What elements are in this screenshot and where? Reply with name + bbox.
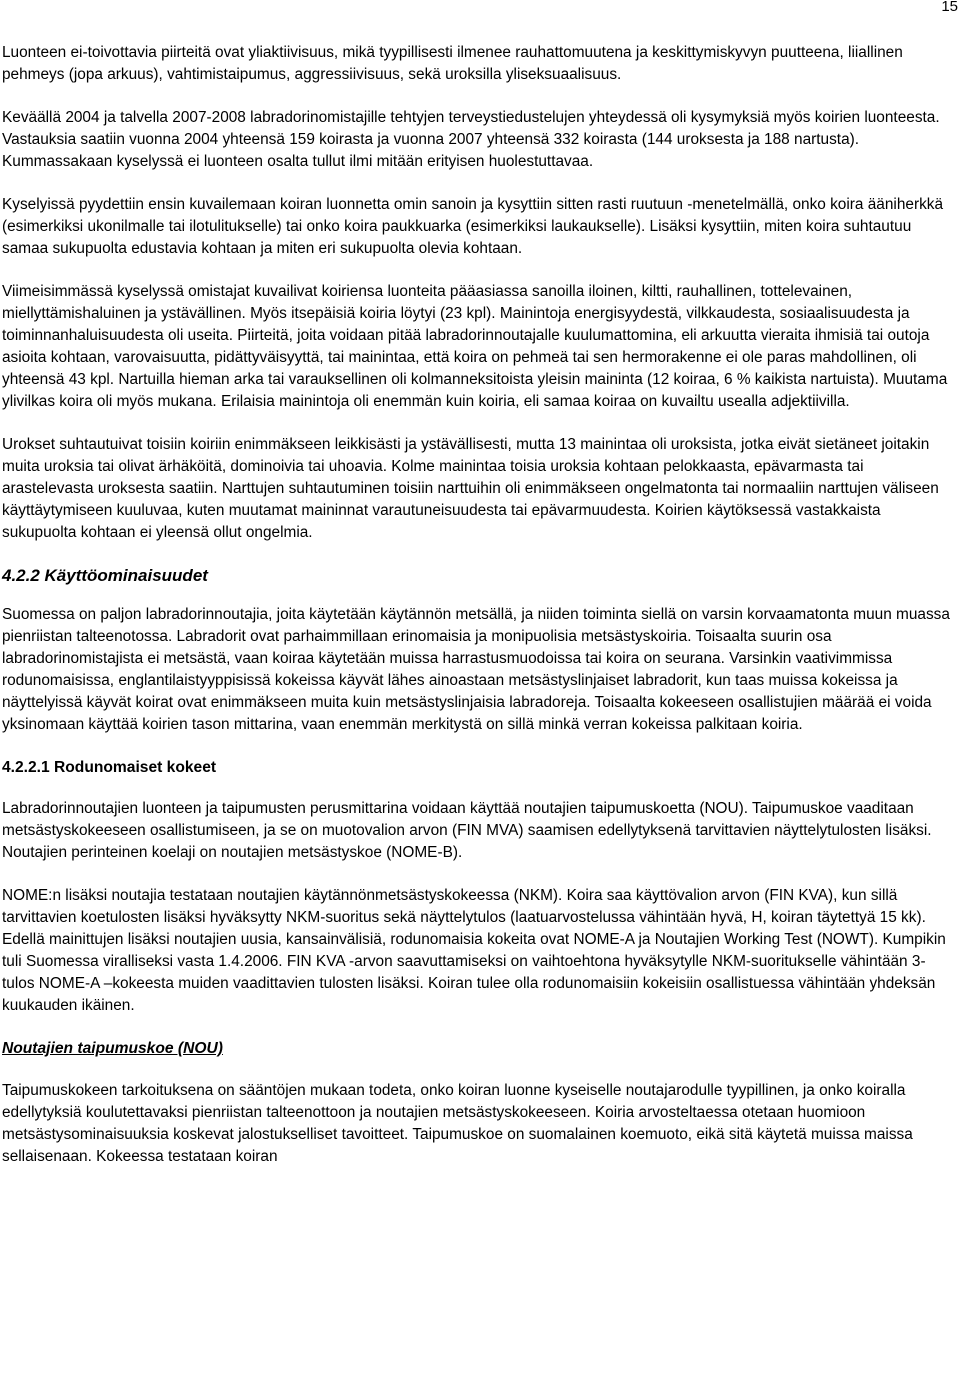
document-body (2, 42, 957, 1168)
paragraph-nou-purpose: Taipumuskokeen tarkoituksena on sääntöjen mukaan todeta, onko koiran luonne kyseiselle noutajarodulle tyypillinen, ja onko koiralla edellytyksiä koulutettavaksi pienriistan talteenottoon ja noutajien metsästyskokeeseen. Koiria arvosteltaessa otetaan huomioon metsästysominaisuuksia koskevat jalostukselliset tavoitteet. Taipumuskoe on suomalainen koemuoto, eikä sitä käytetä muissa maissa sellaisenaan. Kokeessa testataan koiran (2, 1082, 913, 1165)
paragraph-hunting-use: Suomessa on paljon labradorinnoutajia, joita käytetään käytännön metsällä, ja niiden toiminta siellä on varsin korvaamatonta muun muassa pienriistan talteenotossa. Labradorit ovat parhaimmillaan erinomaisia ja monipuolisia metsästyskoiria. Toisaalta suurin osa labradorinomistajista ei metsästä, vaan koiraa käytetään muissa harrastusmuodoissa tai koira on seurana. Varsinkin vaativimmissa rodunomaisissa, englantilaistyyppisissä kokeissa käyvät lähes ainoastaan metsästyslinjaiset labradorit, kun taas muissa kokeissa ja näyttelyissä käyvät koirat ovat enimmäkseen muita kuin metsästyslinjaisia labradoreja. Toisaalta kokeeseen osallistujien määrää ei voida yksinomaan käyttää koirien tason mittarina, vaan enemmän merkitystä on sillä minkä verran kokeissa palkitaan koiria. (2, 606, 950, 733)
page-number: 15 (941, 0, 958, 15)
paragraph-undesirable-traits: Luonteen ei-toivottavia piirteitä ovat yliaktiivisuus, mikä tyypillisesti ilmenee rauhattomuutena ja keskittymiskyvyn puutteena, liiallinen pehmeys (jopa arkuus), vahtimistaipumus, aggressiivisuus, sekä uroksilla yliseksuaalisuus. (2, 44, 903, 83)
paragraph-nou-basics: Labradorinnoutajien luonteen ja taipumusten perusmittarina voidaan käyttää noutajien taipumuskoetta (NOU). Taipumuskoe vaaditaan metsästyskokeeseen osallistumiseen, ja se on muotovalion arvon (FIN MVA) saamisen edellytyksenä tarvittavien näyttelytulosten lisäksi. Noutajien perinteinen koelaji on noutajien metsästyskoe (NOME-B). (2, 800, 932, 861)
paragraph-nkm-nome: NOME:n lisäksi noutajia testataan noutajien käytännönmetsästyskokeessa (NKM). Koira saa käyttövalion arvon (FIN KVA), kun sillä tarvittavien koetulosten lisäksi hyväksytty NKM-suoritus sekä näyttelytulos (laatuarvostelussa vähintään hyvä, H, koiran täytettyä 15 kk). Edellä mainittujen lisäksi noutajien uusia, kansainvälisiä, rodunomaisia kokeita ovat NOME-A ja Noutajien Working Test (NOWT). Kumpikin tuli Suomessa viralliseksi vasta 1.4.2006. FIN KVA -arvon saavuttamiseksi on vaihtoehtona hyväksytylle NKM-suoritukselle vähintään 3-tulos NOME-A –kokeesta muiden vaadittavien tulosten lisäksi. Koiran tulee olla rodunomaisiin kokeisiin osallistuessa vähintään yhdeksän kuukauden ikäinen. (2, 887, 946, 1014)
section-heading-nou: Noutajien taipumuskoe (NOU) (2, 1040, 223, 1057)
paragraph-health-surveys: Keväällä 2004 ja talvella 2007-2008 labradorinomistajille tehtyjen terveystiedustelujen yhteydessä oli kysymyksiä myös koirien luonteesta. Vastauksia saatiin vuonna 2004 yhteensä 159 koirasta ja vuonna 2007 yhteensä 332 koirasta (144 uroksesta ja 188 nartusta). Kummassakaan kyselyssä ei luonteen osalta tullut ilmi mitään erityisen huolestuttavaa. (2, 109, 940, 170)
section-heading-kayttoominaisuudet: 4.2.2 Käyttöominaisuudet (2, 566, 208, 585)
paragraph-owner-descriptions: Viimeisimmässä kyselyssä omistajat kuvailivat koiriensa luonteita pääasiassa sanoilla iloinen, kiltti, rauhallinen, tottelevainen, miellyttämishaluinen ja ystävällinen. Myös itsepäisiä koiria löytyi (23 kpl). Mainintoja energisyydestä, vilkkaudesta, sosiaalisuudesta ja toiminnanhaluisuudesta oli useita. Piirteitä, joita voidaan pitää labradorinnoutajalle kuulumattomina, eli arkuutta vieraita ihmisiä tai outoja asioita kohtaan, varovaisuutta, pidättyväisyyttä, tai mainintaa, että koira on pehmeä tai sen hermorakenne ei ole paras mahdollinen, oli yhteensä 43 kpl. Nartuilla hieman arka tai varauksellinen oli kolmanneksitoista yleisin maininta (12 koiraa, 6 % kaikista nartuista). Muutama ylivilkas koira oli myös mukana. Erilaisia mainintoja oli enemmän kuin koiria, eli samaa koiraa on kuvailtu usealla adjektiivilla. (2, 283, 948, 410)
paragraph-male-female-behaviour: Urokset suhtautuivat toisiin koiriin enimmäkseen leikkisästi ja ystävällisesti, mutta 13 mainintaa oli uroksista, jotka eivät sietäneet joitakin muita uroksia tai olivat ärhäköitä, dominoivia tai uhoavia. Kolme mainintaa toisia uroksia kohtaan pelokkaasta, epävarmasta tai arastelevasta uroksesta saatiin. Narttujen suhtautuminen toisiin narttuihin oli enimmäkseen ongelmatonta tai normaaliin narttujen väliseen käyttäytymiseen kuuluvaa, kuten muutamat maininnat varautuneisuudesta tai epävarmuudesta. Koirien käytöksessä vastakkaista sukupuolta kohtaan ei yleensä ollut ongelmia. (2, 436, 939, 541)
paragraph-survey-method: Kyselyissä pyydettiin ensin kuvailemaan koiran luonnetta omin sanoin ja kysyttiin sitten rasti ruutuun -menetelmällä, onko koira ääniherkkä (esimerkiksi ukonilmalle tai ilotulitukselle) tai onko koira paukkuarka (esimerkiksi laukaukselle). Lisäksi kysyttiin, miten koira suhtautuu samaa sukupuolta edustavia kohtaan ja miten eri sukupuolta olevia kohtaan. (2, 196, 944, 257)
section-heading-rodunomaiset-kokeet: 4.2.2.1 Rodunomaiset kokeet (2, 759, 217, 776)
